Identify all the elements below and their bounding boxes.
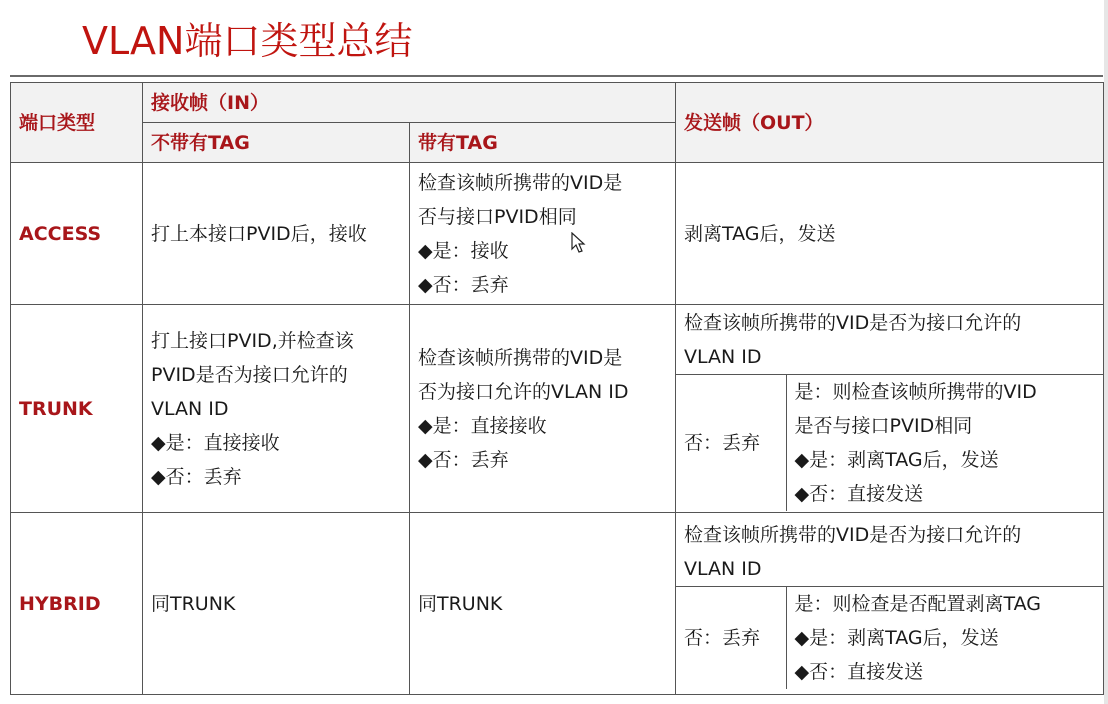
scrollbar[interactable] (1104, 0, 1108, 704)
diamond-bullet-icon: ◆ (794, 483, 810, 505)
hybrid-send-subtable (676, 518, 1103, 689)
trunk-untagged-no: 否：丢弃 (165, 465, 242, 488)
hybrid-send-check (676, 518, 1103, 587)
access-tagged-line2: 否与接口PVID相同 (418, 205, 577, 228)
trunk-untagged-line1: 打上接口PVID,并检查该 (151, 329, 354, 352)
hybrid-send-check-line1: 检查该帧所携带的VID是否为接口允许的 (684, 524, 1022, 546)
access-tagged-no: 否：丢弃 (432, 273, 509, 296)
hybrid-send-yes-yes-item (795, 621, 1096, 655)
access-tagged-cell (410, 163, 676, 305)
trunk-tagged-line2: 否为接口允许的VLAN ID (418, 380, 629, 403)
port-type-access: ACCESS (11, 163, 143, 305)
access-untagged-cell: 打上本接口PVID后，接收 (143, 163, 410, 305)
diamond-bullet-icon: ◆ (794, 449, 810, 471)
table-row-access (11, 163, 1104, 305)
trunk-send-cell (676, 305, 1104, 513)
table-row-hybrid (11, 513, 1104, 695)
trunk-send-check-line1: 检查该帧所携带的VID是否为接口允许的 (684, 312, 1022, 334)
port-type-trunk: TRUNK (11, 305, 143, 513)
trunk-untagged-no-item (151, 460, 401, 494)
diamond-bullet-icon: ◆ (151, 431, 166, 454)
trunk-tagged-no: 否：丢弃 (432, 448, 509, 471)
access-tagged-line1: 检查该帧所携带的VID是 (418, 171, 623, 194)
trunk-tagged-yes: 是：直接接收 (432, 414, 547, 437)
header-send: 发送帧（OUT） (676, 83, 1104, 163)
diamond-bullet-icon: ◆ (418, 414, 433, 437)
hybrid-send-yes-cell (786, 587, 1103, 690)
hybrid-untagged-cell: 同TRUNK (143, 513, 410, 695)
trunk-send-yes-yes-item (795, 443, 1096, 477)
hybrid-send-check-line2: VLAN ID (684, 558, 762, 580)
diamond-bullet-icon: ◆ (418, 239, 433, 262)
trunk-send-yes-yes: 是：剥离TAG后，发送 (809, 449, 999, 471)
trunk-send-yes-no: 否：直接发送 (809, 483, 924, 505)
diamond-bullet-icon: ◆ (418, 448, 433, 471)
hybrid-send-yes-line1: 是：则检查是否配置剥离TAG (794, 593, 1042, 615)
header-port-type: 端口类型 (11, 83, 143, 163)
diamond-bullet-icon: ◆ (794, 661, 810, 683)
trunk-untagged-yes-item (151, 426, 401, 460)
hybrid-tagged-cell: 同TRUNK (410, 513, 676, 695)
hybrid-send-yes-yes: 是：剥离TAG后，发送 (809, 627, 999, 649)
diamond-bullet-icon: ◆ (794, 627, 810, 649)
diamond-bullet-icon: ◆ (151, 465, 166, 488)
trunk-untagged-line2: PVID是否为接口允许的 (151, 363, 348, 386)
trunk-untagged-yes: 是：直接接收 (165, 431, 280, 454)
header-receive: 接收帧（IN） (143, 83, 676, 123)
trunk-send-yes-cell (786, 375, 1103, 512)
header-tagged: 带有TAG (410, 123, 676, 163)
title-divider (10, 75, 1103, 77)
diamond-bullet-icon: ◆ (418, 273, 433, 296)
trunk-send-yes-line2: 是否与接口PVID相同 (794, 415, 973, 437)
hybrid-send-cell (676, 513, 1104, 695)
access-tagged-yes-item (418, 234, 667, 268)
access-tagged-yes: 是：接收 (432, 239, 509, 262)
trunk-send-check (676, 306, 1103, 375)
trunk-tagged-yes-item (418, 409, 667, 443)
table-row-trunk (11, 305, 1104, 513)
trunk-tagged-line1: 检查该帧所携带的VID是 (418, 346, 623, 369)
hybrid-send-yes-no: 否：直接发送 (809, 661, 924, 683)
trunk-send-subtable (676, 306, 1103, 511)
mouse-cursor-icon (571, 232, 587, 254)
trunk-tagged-no-item (418, 443, 667, 477)
trunk-send-yes-no-item (795, 477, 1096, 511)
trunk-send-yes-line1: 是：则检查该帧所携带的VID (794, 381, 1037, 403)
vlan-port-type-table (10, 82, 1104, 695)
access-tagged-no-item (418, 268, 667, 302)
trunk-untagged-line3: VLAN ID (151, 397, 229, 420)
hybrid-send-no: 否：丢弃 (676, 587, 786, 690)
access-send-cell: 剥离TAG后，发送 (676, 163, 1104, 305)
trunk-tagged-cell (410, 305, 676, 513)
port-type-hybrid: HYBRID (11, 513, 143, 695)
page-title: VLAN端口类型总结 (82, 19, 413, 63)
header-untagged: 不带有TAG (143, 123, 410, 163)
hybrid-send-yes-no-item (795, 655, 1096, 689)
trunk-send-no: 否：丢弃 (676, 375, 786, 512)
trunk-untagged-cell (143, 305, 410, 513)
trunk-send-check-line2: VLAN ID (684, 346, 762, 368)
